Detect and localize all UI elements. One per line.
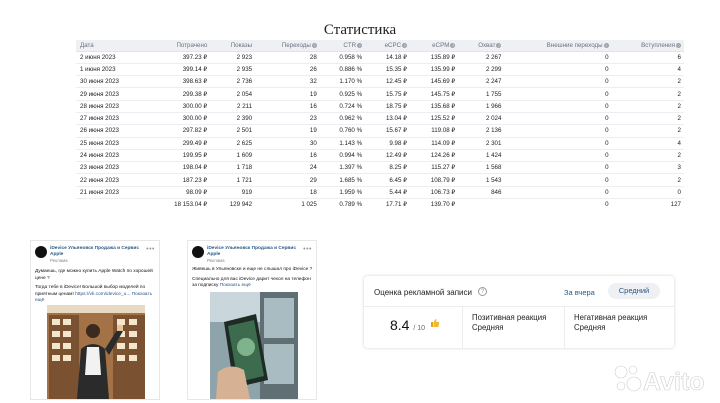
table-cell: 3 <box>612 162 684 174</box>
table-cell: 135.68 ₽ <box>410 100 458 112</box>
table-cell: 28 июня 2023 <box>76 100 149 112</box>
table-cell: 25 июня 2023 <box>76 137 149 149</box>
table-cell: 4 <box>612 137 684 149</box>
column-header[interactable] <box>149 40 211 51</box>
table-cell: 2 136 <box>458 125 504 137</box>
table-cell: 4 <box>612 63 684 75</box>
table-cell: 2 <box>612 88 684 100</box>
thumbs-up-icon <box>430 318 440 331</box>
table-cell: 2 <box>612 76 684 88</box>
table-total-cell: 129 942 <box>229 201 253 209</box>
table-cell: 297.82 ₽ <box>149 125 211 137</box>
column-header[interactable] <box>410 40 458 51</box>
negative-reaction-value: Средняя <box>574 322 606 332</box>
table-cell: 2 501 <box>210 125 255 137</box>
table-row <box>76 162 684 174</box>
table-cell: 1.143 % <box>320 137 365 149</box>
table-cell: 19 <box>255 88 320 100</box>
post-photo[interactable] <box>47 305 145 399</box>
rating-score-max: / 10 <box>413 325 426 332</box>
table-cell: 300.00 ₽ <box>149 112 211 124</box>
table-totals-row <box>76 199 684 211</box>
table-total-cell <box>76 199 149 211</box>
table-cell: 399.14 ₽ <box>149 63 211 75</box>
table-cell: 2 923 <box>210 51 255 63</box>
table-cell: 1 424 <box>458 149 504 161</box>
table-cell: 23 июня 2023 <box>76 162 149 174</box>
table-cell: 1 609 <box>210 149 255 161</box>
tab-yesterday[interactable]: За вчера <box>564 288 595 297</box>
column-header[interactable] <box>612 40 684 51</box>
table-cell: 9.98 ₽ <box>365 137 410 149</box>
table-header-row <box>76 40 684 51</box>
table-cell: 2 935 <box>210 63 255 75</box>
table-row <box>76 63 684 75</box>
question-circle-icon[interactable]: ? <box>403 42 406 48</box>
table-total-cell: 1 025 <box>301 201 317 209</box>
question-circle-icon[interactable]: ? <box>313 42 316 48</box>
post-paragraph-text: Специально для вас iDevice дарит чехол на телефон за подписку <box>192 276 311 289</box>
table-cell: 2 301 <box>458 137 504 149</box>
table-cell: 2 625 <box>210 137 255 149</box>
question-circle-icon[interactable]: ? <box>497 42 501 48</box>
table-cell: 0.958 % <box>320 51 365 63</box>
table-cell: 26 <box>255 63 320 75</box>
table-cell: 26 июня 2023 <box>76 125 149 137</box>
table-cell: 12.45 ₽ <box>365 76 410 88</box>
table-cell: 5.44 ₽ <box>365 186 410 198</box>
post-author[interactable]: iDevice Ульяновск Продажа и Сервис Apple <box>50 246 139 257</box>
table-cell: 398.63 ₽ <box>149 76 211 88</box>
column-header[interactable] <box>320 40 365 51</box>
table-total-cell: 0 <box>605 201 609 209</box>
table-cell: 0.994 % <box>320 149 365 161</box>
table-cell: 2 <box>612 112 684 124</box>
table-row <box>76 149 684 161</box>
table-cell: 1.685 % <box>320 174 365 186</box>
table-cell: 2 054 <box>210 88 255 100</box>
table-cell: 299.49 ₽ <box>149 137 211 149</box>
column-header[interactable] <box>76 40 149 51</box>
rating-score-value: 8.4 <box>390 317 410 333</box>
column-header[interactable] <box>365 40 410 51</box>
table-cell: 0 <box>504 125 611 137</box>
table-cell: 29 июня 2023 <box>76 88 149 100</box>
table-cell: 23 <box>255 112 320 124</box>
post-text <box>35 269 157 308</box>
rating-score <box>390 317 425 333</box>
post-paragraph-text: Тогда тебе в iDevice! Большой выбор моделей по приятным ценам! <box>35 285 146 297</box>
table-cell: 135.99 ₽ <box>410 63 458 75</box>
post-text <box>192 267 314 293</box>
more-dots-icon[interactable]: ••• <box>303 246 312 253</box>
table-cell: 397.23 ₽ <box>149 51 211 63</box>
table-cell: 0 <box>504 186 611 198</box>
positive-reaction-label: Позитивная реакция <box>472 313 547 322</box>
table-cell: 0 <box>504 63 611 75</box>
table-total-cell: 18 153.04 ₽ <box>174 201 208 209</box>
question-circle-icon[interactable]: ? <box>451 42 454 48</box>
table-cell: 145.69 ₽ <box>410 76 458 88</box>
table-cell: 15.67 ₽ <box>365 125 410 137</box>
table-cell: 30 <box>255 137 320 149</box>
table-cell: 0 <box>504 137 611 149</box>
show-more-link[interactable]: Показать ещё <box>35 291 153 304</box>
table-cell: 199.95 ₽ <box>149 149 211 161</box>
column-header[interactable] <box>210 40 255 51</box>
table-cell: 2 <box>612 125 684 137</box>
table-cell: 145.75 ₽ <box>410 88 458 100</box>
table-cell: 0 <box>504 162 611 174</box>
table-total-cell <box>458 199 504 211</box>
table-cell: 12.49 ₽ <box>365 149 410 161</box>
positive-reaction-value: Средняя <box>472 322 504 332</box>
more-dots-icon[interactable]: ••• <box>146 246 155 253</box>
table-cell: 846 <box>458 186 504 198</box>
table-cell: 19 <box>255 125 320 137</box>
post-header <box>192 246 314 268</box>
table-cell: 1 721 <box>210 174 255 186</box>
table-cell: 115.27 ₽ <box>410 162 458 174</box>
table-cell: 24 июня 2023 <box>76 149 149 161</box>
table-cell: 0.724 % <box>320 100 365 112</box>
avito-watermark <box>609 360 715 398</box>
table-cell: 119.08 ₽ <box>410 125 458 137</box>
table-cell: 2 299 <box>458 63 504 75</box>
table-total-cell: 0.789 % <box>339 201 363 209</box>
table-cell: 1.170 % <box>320 76 365 88</box>
table-cell: 2 июня 2023 <box>76 51 149 63</box>
table-cell: 14.18 ₽ <box>365 51 410 63</box>
table-row <box>76 186 684 198</box>
table-cell: 0 <box>504 88 611 100</box>
table-cell: 0 <box>504 149 611 161</box>
negative-reaction <box>574 313 647 332</box>
table-cell: 2 736 <box>210 76 255 88</box>
table-cell: 24 <box>255 162 320 174</box>
table-cell: 114.09 ₽ <box>410 137 458 149</box>
table-cell: 15.35 ₽ <box>365 63 410 75</box>
table-cell: 1 568 <box>458 162 504 174</box>
table-cell: 1 755 <box>458 88 504 100</box>
post-paragraph <box>192 277 314 290</box>
table-cell: 135.89 ₽ <box>410 51 458 63</box>
table-cell: 300.00 ₽ <box>149 100 211 112</box>
table-cell: 98.09 ₽ <box>149 186 211 198</box>
table-cell: 124.26 ₽ <box>410 149 458 161</box>
table-cell: 8.25 ₽ <box>365 162 410 174</box>
column-header-label: Показы <box>230 41 253 49</box>
table-body <box>76 51 684 211</box>
table-cell: 0.962 % <box>320 112 365 124</box>
table-cell: 21 июня 2023 <box>76 186 149 198</box>
table-cell: 2 211 <box>210 100 255 112</box>
question-circle-icon[interactable]: ? <box>604 42 608 48</box>
table-cell: 1 июня 2023 <box>76 63 149 75</box>
table-cell: 2 247 <box>458 76 504 88</box>
table-cell: 187.23 ₽ <box>149 174 211 186</box>
table-cell: 15.75 ₽ <box>365 88 410 100</box>
table-cell: 18.75 ₽ <box>365 100 410 112</box>
table-row <box>76 112 684 124</box>
divider <box>564 307 565 348</box>
table-cell: 1 966 <box>458 100 504 112</box>
column-header[interactable] <box>458 40 504 51</box>
post-photo[interactable] <box>210 292 298 399</box>
table-cell: 27 июня 2023 <box>76 112 149 124</box>
ad-post-card[interactable] <box>30 240 160 400</box>
table-cell: 0.760 % <box>320 125 365 137</box>
table-cell: 1.959 % <box>320 186 365 198</box>
table-total-cell: 17.71 ₽ <box>385 201 408 209</box>
table-row <box>76 76 684 88</box>
table-cell: 125.52 ₽ <box>410 112 458 124</box>
column-header[interactable] <box>255 40 320 51</box>
table-cell: 0.886 % <box>320 63 365 75</box>
table-total-cell: 127 <box>670 201 681 209</box>
table-row <box>76 100 684 112</box>
table-cell: 919 <box>210 186 255 198</box>
table-cell: 16 <box>255 149 320 161</box>
table-cell: 2 390 <box>210 112 255 124</box>
table-cell: 22 июня 2023 <box>76 174 149 186</box>
statistics-table <box>76 40 684 211</box>
question-circle-icon[interactable]: ? <box>478 287 487 296</box>
column-header-label: Потрачено <box>176 41 208 49</box>
table-cell: 1 718 <box>210 162 255 174</box>
table-cell: 0 <box>504 51 611 63</box>
table-cell: 1.397 % <box>320 162 365 174</box>
table-row <box>76 51 684 63</box>
table-cell: 0.925 % <box>320 88 365 100</box>
question-circle-icon[interactable]: ? <box>358 42 361 48</box>
column-header-label: Переходы <box>281 41 311 49</box>
table-cell: 6.45 ₽ <box>365 174 410 186</box>
table-cell: 198.04 ₽ <box>149 162 211 174</box>
table-row <box>76 174 684 186</box>
table-cell: 106.73 ₽ <box>410 186 458 198</box>
table-total-cell: 139.70 ₽ <box>430 201 456 209</box>
table-cell: 0 <box>504 76 611 88</box>
post-author[interactable]: iDevice Ульяновск Продажа и Сервис Apple <box>207 246 296 257</box>
tab-average[interactable]: Средний <box>608 283 660 299</box>
table-row <box>76 137 684 149</box>
table-cell: 2 <box>612 174 684 186</box>
column-header-label: Вступления <box>641 41 675 49</box>
table-cell: 0 <box>612 186 684 198</box>
post-paragraph: Думаешь, где можно купить Apple Watch по хорошей цене ? <box>35 269 153 281</box>
column-header-label: Охват <box>478 41 496 49</box>
question-circle-icon[interactable]: ? <box>677 42 680 48</box>
negative-reaction-label: Негативная реакция <box>574 313 648 322</box>
table-cell: 32 <box>255 76 320 88</box>
rating-title: Оценка рекламной записи <box>374 288 472 297</box>
table-cell: 18 <box>255 186 320 198</box>
post-link[interactable]: https://vk.com/idevice_u... <box>75 291 131 297</box>
table-row <box>76 125 684 137</box>
table-cell: 16 <box>255 100 320 112</box>
table-cell: 2 267 <box>458 51 504 63</box>
table-cell: 6 <box>612 51 684 63</box>
table-cell: 108.79 ₽ <box>410 174 458 186</box>
ad-rating-card <box>364 276 674 348</box>
column-header-label: eCPC <box>384 41 402 49</box>
table-cell: 30 июня 2023 <box>76 76 149 88</box>
post-paragraph: Живешь в Ульяновске и еще не слышал про iDevice ? <box>192 267 313 272</box>
table-cell: 1 543 <box>458 174 504 186</box>
divider <box>462 307 463 348</box>
ad-label: Реклама <box>50 258 68 263</box>
table-cell: 0 <box>504 174 611 186</box>
page-title: Статистика <box>323 22 397 38</box>
table-cell: 299.38 ₽ <box>149 88 211 100</box>
avatar[interactable] <box>192 246 204 258</box>
column-header-label: eCPM <box>432 41 450 49</box>
ad-post-card[interactable] <box>187 240 317 400</box>
table-cell: 28 <box>255 51 320 63</box>
table-cell: 2 <box>612 149 684 161</box>
table-cell: 13.04 ₽ <box>365 112 410 124</box>
table-cell: 0 <box>504 100 611 112</box>
column-header-label: Дата <box>80 41 94 49</box>
positive-reaction <box>472 313 546 332</box>
table-cell: 0 <box>504 112 611 124</box>
table-cell: 29 <box>255 174 320 186</box>
watermark-text: Avito <box>643 368 705 396</box>
table-row <box>76 88 684 100</box>
post-header <box>35 246 157 268</box>
divider <box>364 306 674 307</box>
table-cell: 2 <box>612 100 684 112</box>
column-header-label: CTR <box>343 41 357 49</box>
post-paragraph <box>35 285 157 305</box>
column-header[interactable] <box>504 40 611 51</box>
show-more-link[interactable]: Показать ещё <box>219 283 251 289</box>
ad-label: Реклама <box>207 258 225 263</box>
table-cell: 2 024 <box>458 112 504 124</box>
column-header-label: Внешние переходы <box>546 41 603 49</box>
avatar[interactable] <box>35 246 47 258</box>
